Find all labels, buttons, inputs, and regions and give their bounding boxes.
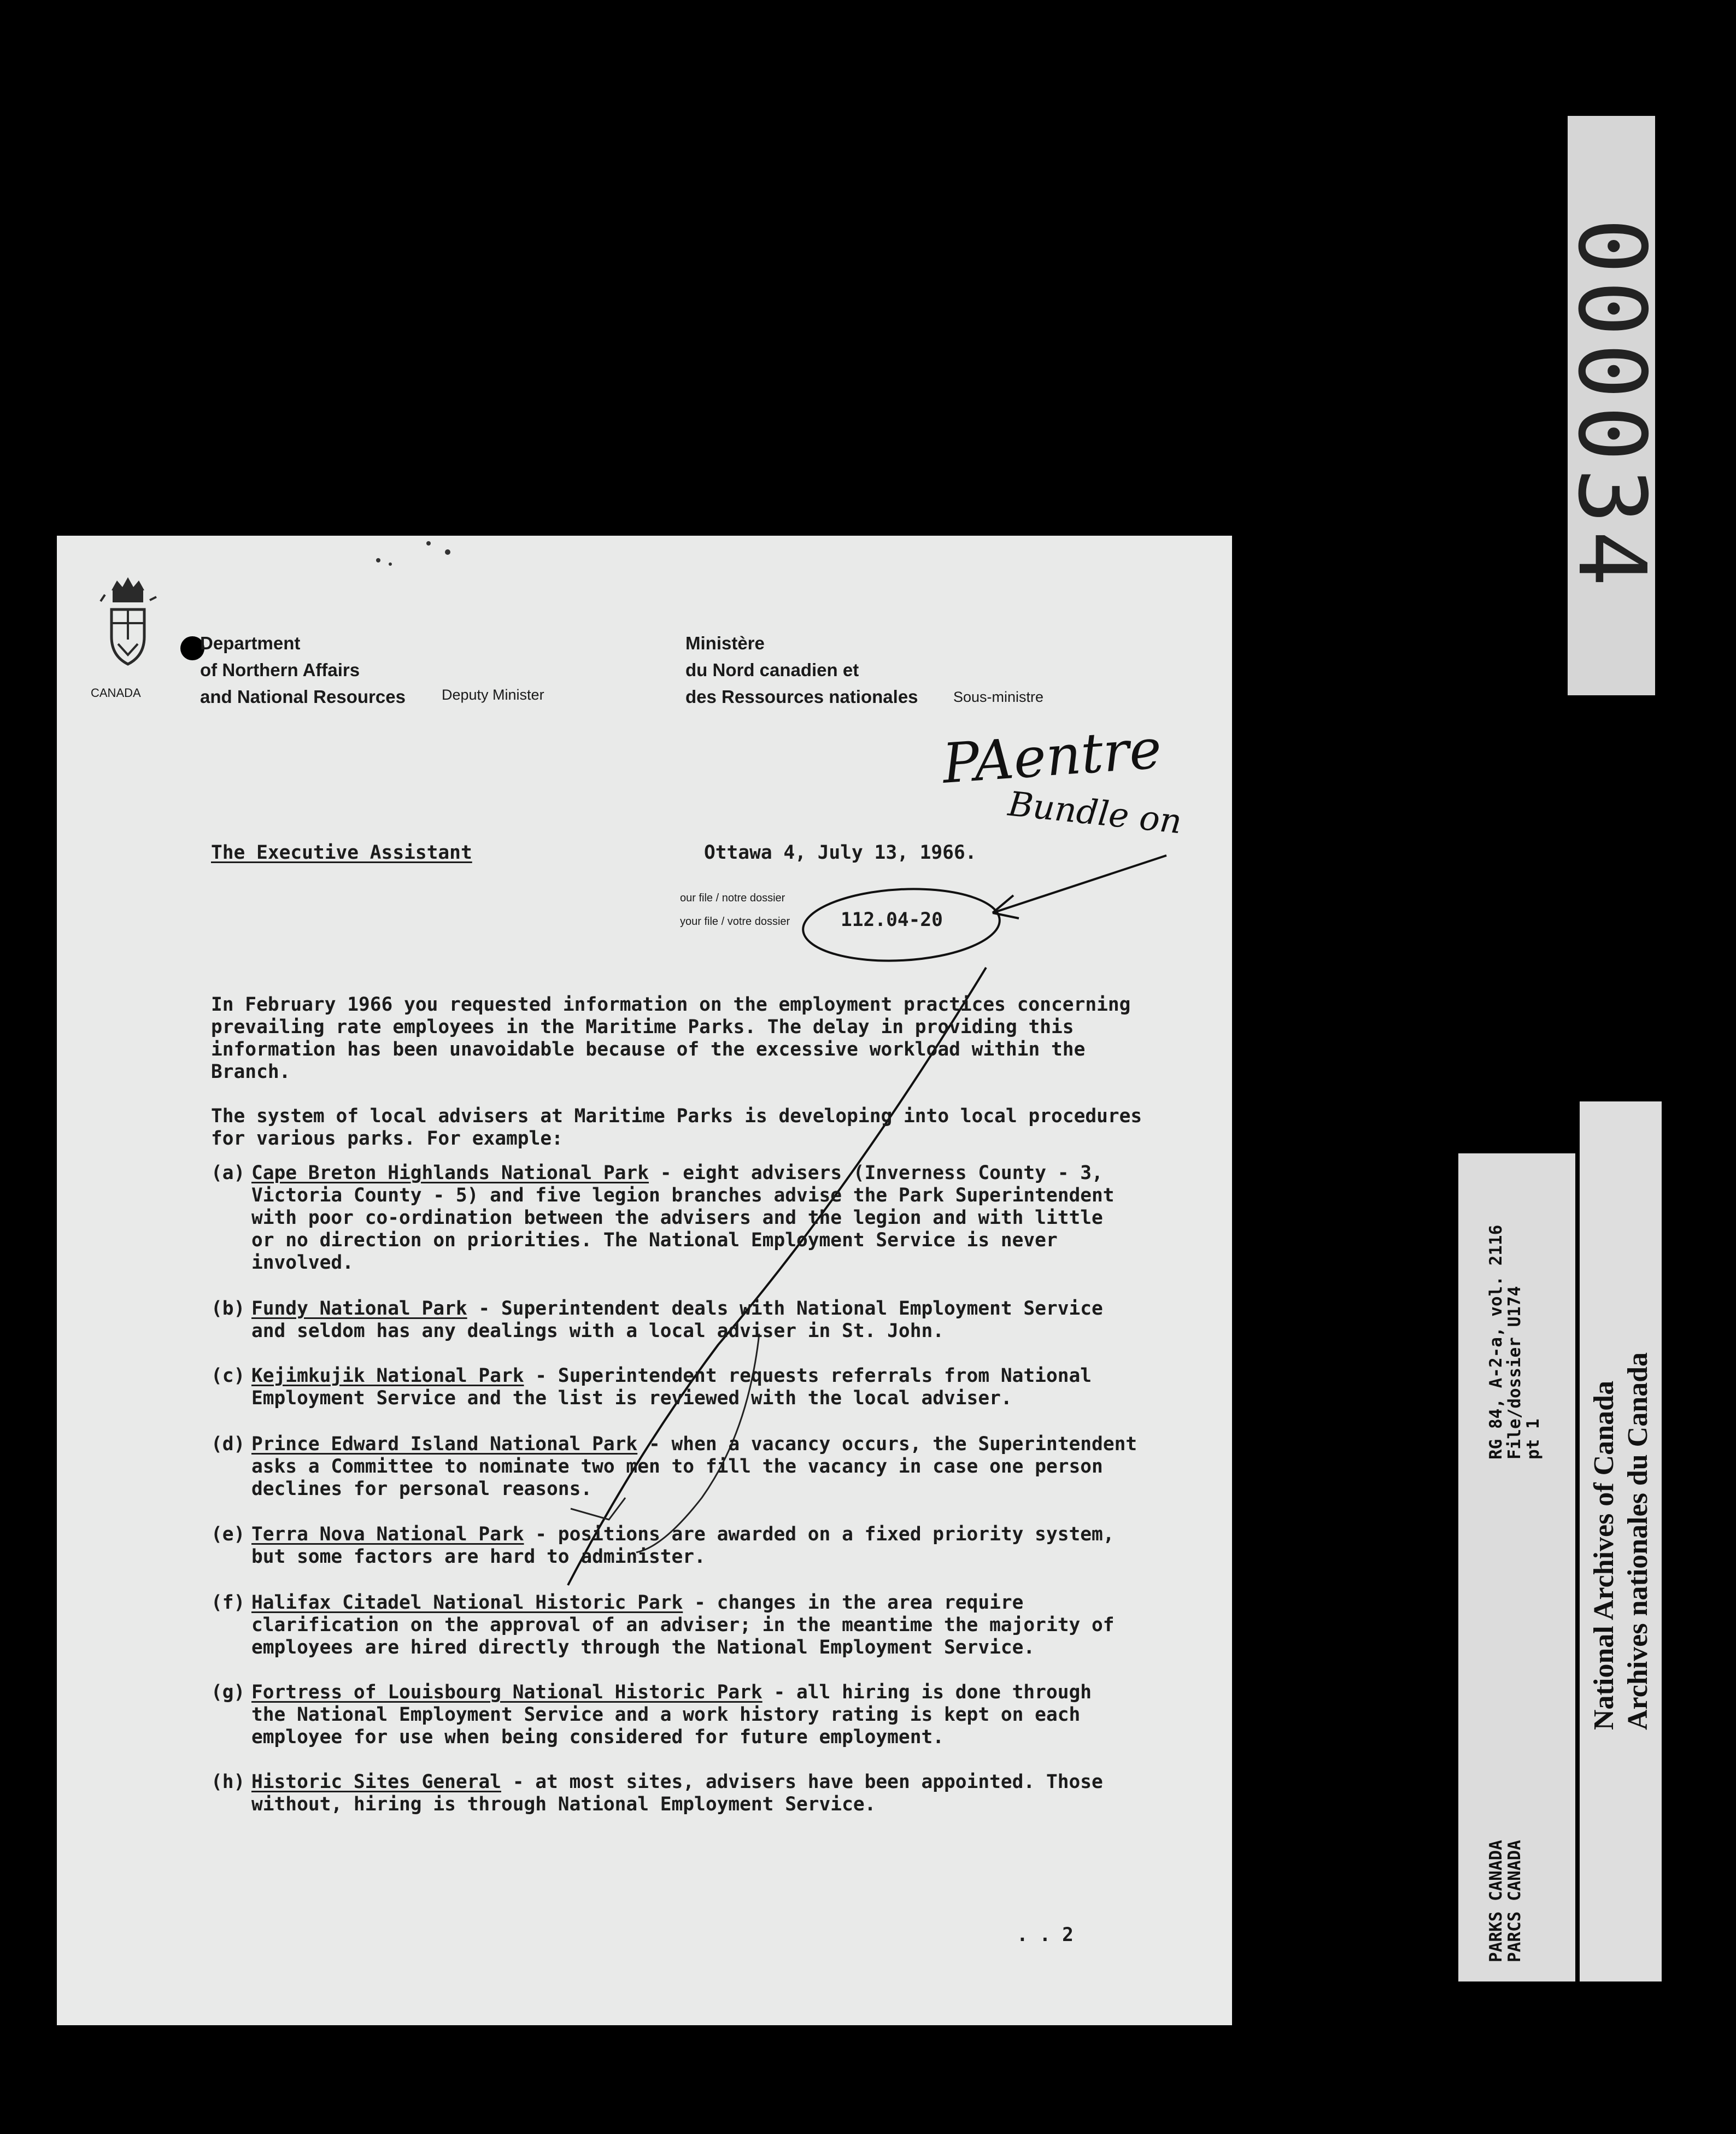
frame-number-label bbox=[1557, 116, 1665, 695]
canada-wordmark: CANADA bbox=[91, 686, 141, 700]
handwritten-note-2: Bundle on bbox=[1006, 783, 1184, 842]
item-text-line: clarification on the approval of an adviser; in the meantime the majority of bbox=[251, 1614, 1115, 1636]
item-text-line: - at most sites, advisers have been appointed. Those bbox=[501, 1771, 1103, 1793]
intro-paragraph bbox=[211, 994, 1130, 1083]
archive-reference-label bbox=[1458, 1153, 1575, 1981]
item-text-line: Employment Service and the list is reviewed with the local adviser. bbox=[251, 1387, 1012, 1409]
letterhead-fr-line-3: des Ressources nationales bbox=[685, 687, 918, 707]
system-line-2: for various parks. For example: bbox=[211, 1128, 563, 1150]
frame-number: 000034 bbox=[1557, 218, 1665, 594]
archives-name-en: National Archives of Canada bbox=[1588, 1381, 1620, 1730]
item-text-line: but some factors are hard to administer. bbox=[251, 1546, 706, 1568]
intro-line-4: Branch. bbox=[211, 1061, 291, 1083]
item-letter: (d) bbox=[211, 1433, 245, 1455]
item-text bbox=[251, 1433, 1137, 1500]
item-text-line: the National Employment Service and a work history rating is kept on each bbox=[251, 1704, 1081, 1726]
your-file-label: your file / votre dossier bbox=[680, 916, 790, 928]
file-number: 112.04-20 bbox=[841, 909, 943, 931]
item-text bbox=[251, 1523, 1115, 1568]
park-name: Halifax Citadel National Historic Park bbox=[251, 1592, 683, 1614]
archive-ref-line-3: pt 1 bbox=[1523, 1418, 1543, 1459]
park-name: Prince Edward Island National Park bbox=[251, 1433, 638, 1455]
item-text-line: - when a vacancy occurs, the Superintendent bbox=[637, 1433, 1137, 1455]
item-text-line: - eight advisers (Inverness County - 3, bbox=[648, 1162, 1103, 1184]
park-name: Terra Nova National Park bbox=[251, 1523, 524, 1545]
item-letter: (e) bbox=[211, 1523, 245, 1545]
park-name: Kejimkujik National Park bbox=[251, 1365, 524, 1387]
item-text bbox=[251, 1365, 1092, 1410]
letter-page bbox=[57, 536, 1232, 2025]
item-text-line: - changes in the area require bbox=[683, 1592, 1024, 1614]
item-text bbox=[251, 1592, 1115, 1659]
item-letter: (g) bbox=[211, 1681, 245, 1703]
item-text bbox=[251, 1681, 1092, 1749]
item-text-line: or no direction on priorities. The National Employment Service is never bbox=[251, 1229, 1058, 1251]
item-text-line: - all hiring is done through bbox=[762, 1681, 1092, 1703]
item-text-line: asks a Committee to nominate two men to fill the vacancy in case one person bbox=[251, 1456, 1103, 1478]
item-letter: (f) bbox=[211, 1592, 245, 1614]
letterhead-en-line-3: and National Resources bbox=[200, 687, 406, 707]
park-name: Historic Sites General bbox=[251, 1771, 501, 1793]
archive-ref-line-2: File/dossier U174 bbox=[1505, 1286, 1524, 1459]
intro-line-1: In February 1966 you requested information on the employment practices concerning bbox=[211, 994, 1131, 1016]
item-text-line: - positions are awarded on a fixed priority system, bbox=[524, 1523, 1115, 1545]
park-name: Fundy National Park bbox=[251, 1298, 467, 1320]
system-line-1: The system of local advisers at Maritime Parks is developing into local procedures bbox=[211, 1105, 1142, 1127]
park-name: Cape Breton Highlands National Park bbox=[251, 1162, 649, 1184]
parks-canada-en: PARKS CANADA bbox=[1486, 1840, 1506, 1962]
item-text-line: involved. bbox=[251, 1252, 354, 1274]
archives-name-fr: Archives nationales du Canada bbox=[1622, 1352, 1653, 1730]
item-text-line: Victoria County - 5) and five legion branches advise the Park Superintendent bbox=[251, 1185, 1115, 1206]
item-text bbox=[251, 1162, 1115, 1274]
date-line: Ottawa 4, July 13, 1966. bbox=[704, 842, 977, 864]
page-marker: . . 2 bbox=[1017, 1924, 1074, 1946]
item-letter: (h) bbox=[211, 1771, 245, 1793]
item-letter: (b) bbox=[211, 1298, 245, 1320]
item-text-line: - Superintendent deals with National Employment Service bbox=[467, 1298, 1103, 1320]
letterhead-fr-line-1: Ministère bbox=[685, 633, 765, 653]
letterhead-en-line-1: Department bbox=[200, 633, 301, 653]
item-text-line: with poor co-ordination between the advisers and the legion and with little bbox=[251, 1207, 1103, 1229]
item-text-line: declines for personal reasons. bbox=[251, 1478, 593, 1500]
intro-line-3: information has been unavoidable because of the excessive workload within the bbox=[211, 1039, 1086, 1060]
addressee: The Executive Assistant bbox=[211, 842, 472, 864]
parks-canada-fr: PARCS CANADA bbox=[1505, 1840, 1524, 1962]
item-text-line: and seldom has any dealings with a local adviser in St. John. bbox=[251, 1320, 945, 1342]
system-paragraph bbox=[211, 1105, 1142, 1150]
item-text-line: employees are hired directly through the National Employment Service. bbox=[251, 1637, 1035, 1658]
item-text bbox=[251, 1298, 1103, 1342]
archive-ref-line-1: RG 84, A-2-a, vol. 2116 bbox=[1486, 1224, 1506, 1459]
item-letter: (a) bbox=[211, 1162, 245, 1184]
letterhead-en-line-2: of Northern Affairs bbox=[200, 660, 360, 680]
national-archives-label bbox=[1580, 1101, 1662, 1981]
item-text bbox=[251, 1771, 1103, 1816]
letterhead-en-role: Deputy Minister bbox=[442, 687, 544, 703]
handwritten-note-1: PAentre bbox=[940, 717, 1164, 796]
park-name: Fortress of Louisbourg National Historic Park bbox=[251, 1681, 763, 1703]
item-text-line: without, hiring is through National Employment Service. bbox=[251, 1793, 876, 1815]
letterhead-fr-line-2: du Nord canadien et bbox=[685, 660, 859, 680]
item-text-line: - Superintendent requests referrals from National bbox=[524, 1365, 1092, 1387]
intro-line-2: prevailing rate employees in the Maritime Parks. The delay in providing this bbox=[211, 1016, 1074, 1038]
our-file-label: our file / notre dossier bbox=[680, 892, 785, 904]
letterhead-fr-role: Sous-ministre bbox=[953, 689, 1044, 705]
item-letter: (c) bbox=[211, 1365, 245, 1387]
item-text-line: employee for use when being considered for future employment. bbox=[251, 1726, 945, 1748]
